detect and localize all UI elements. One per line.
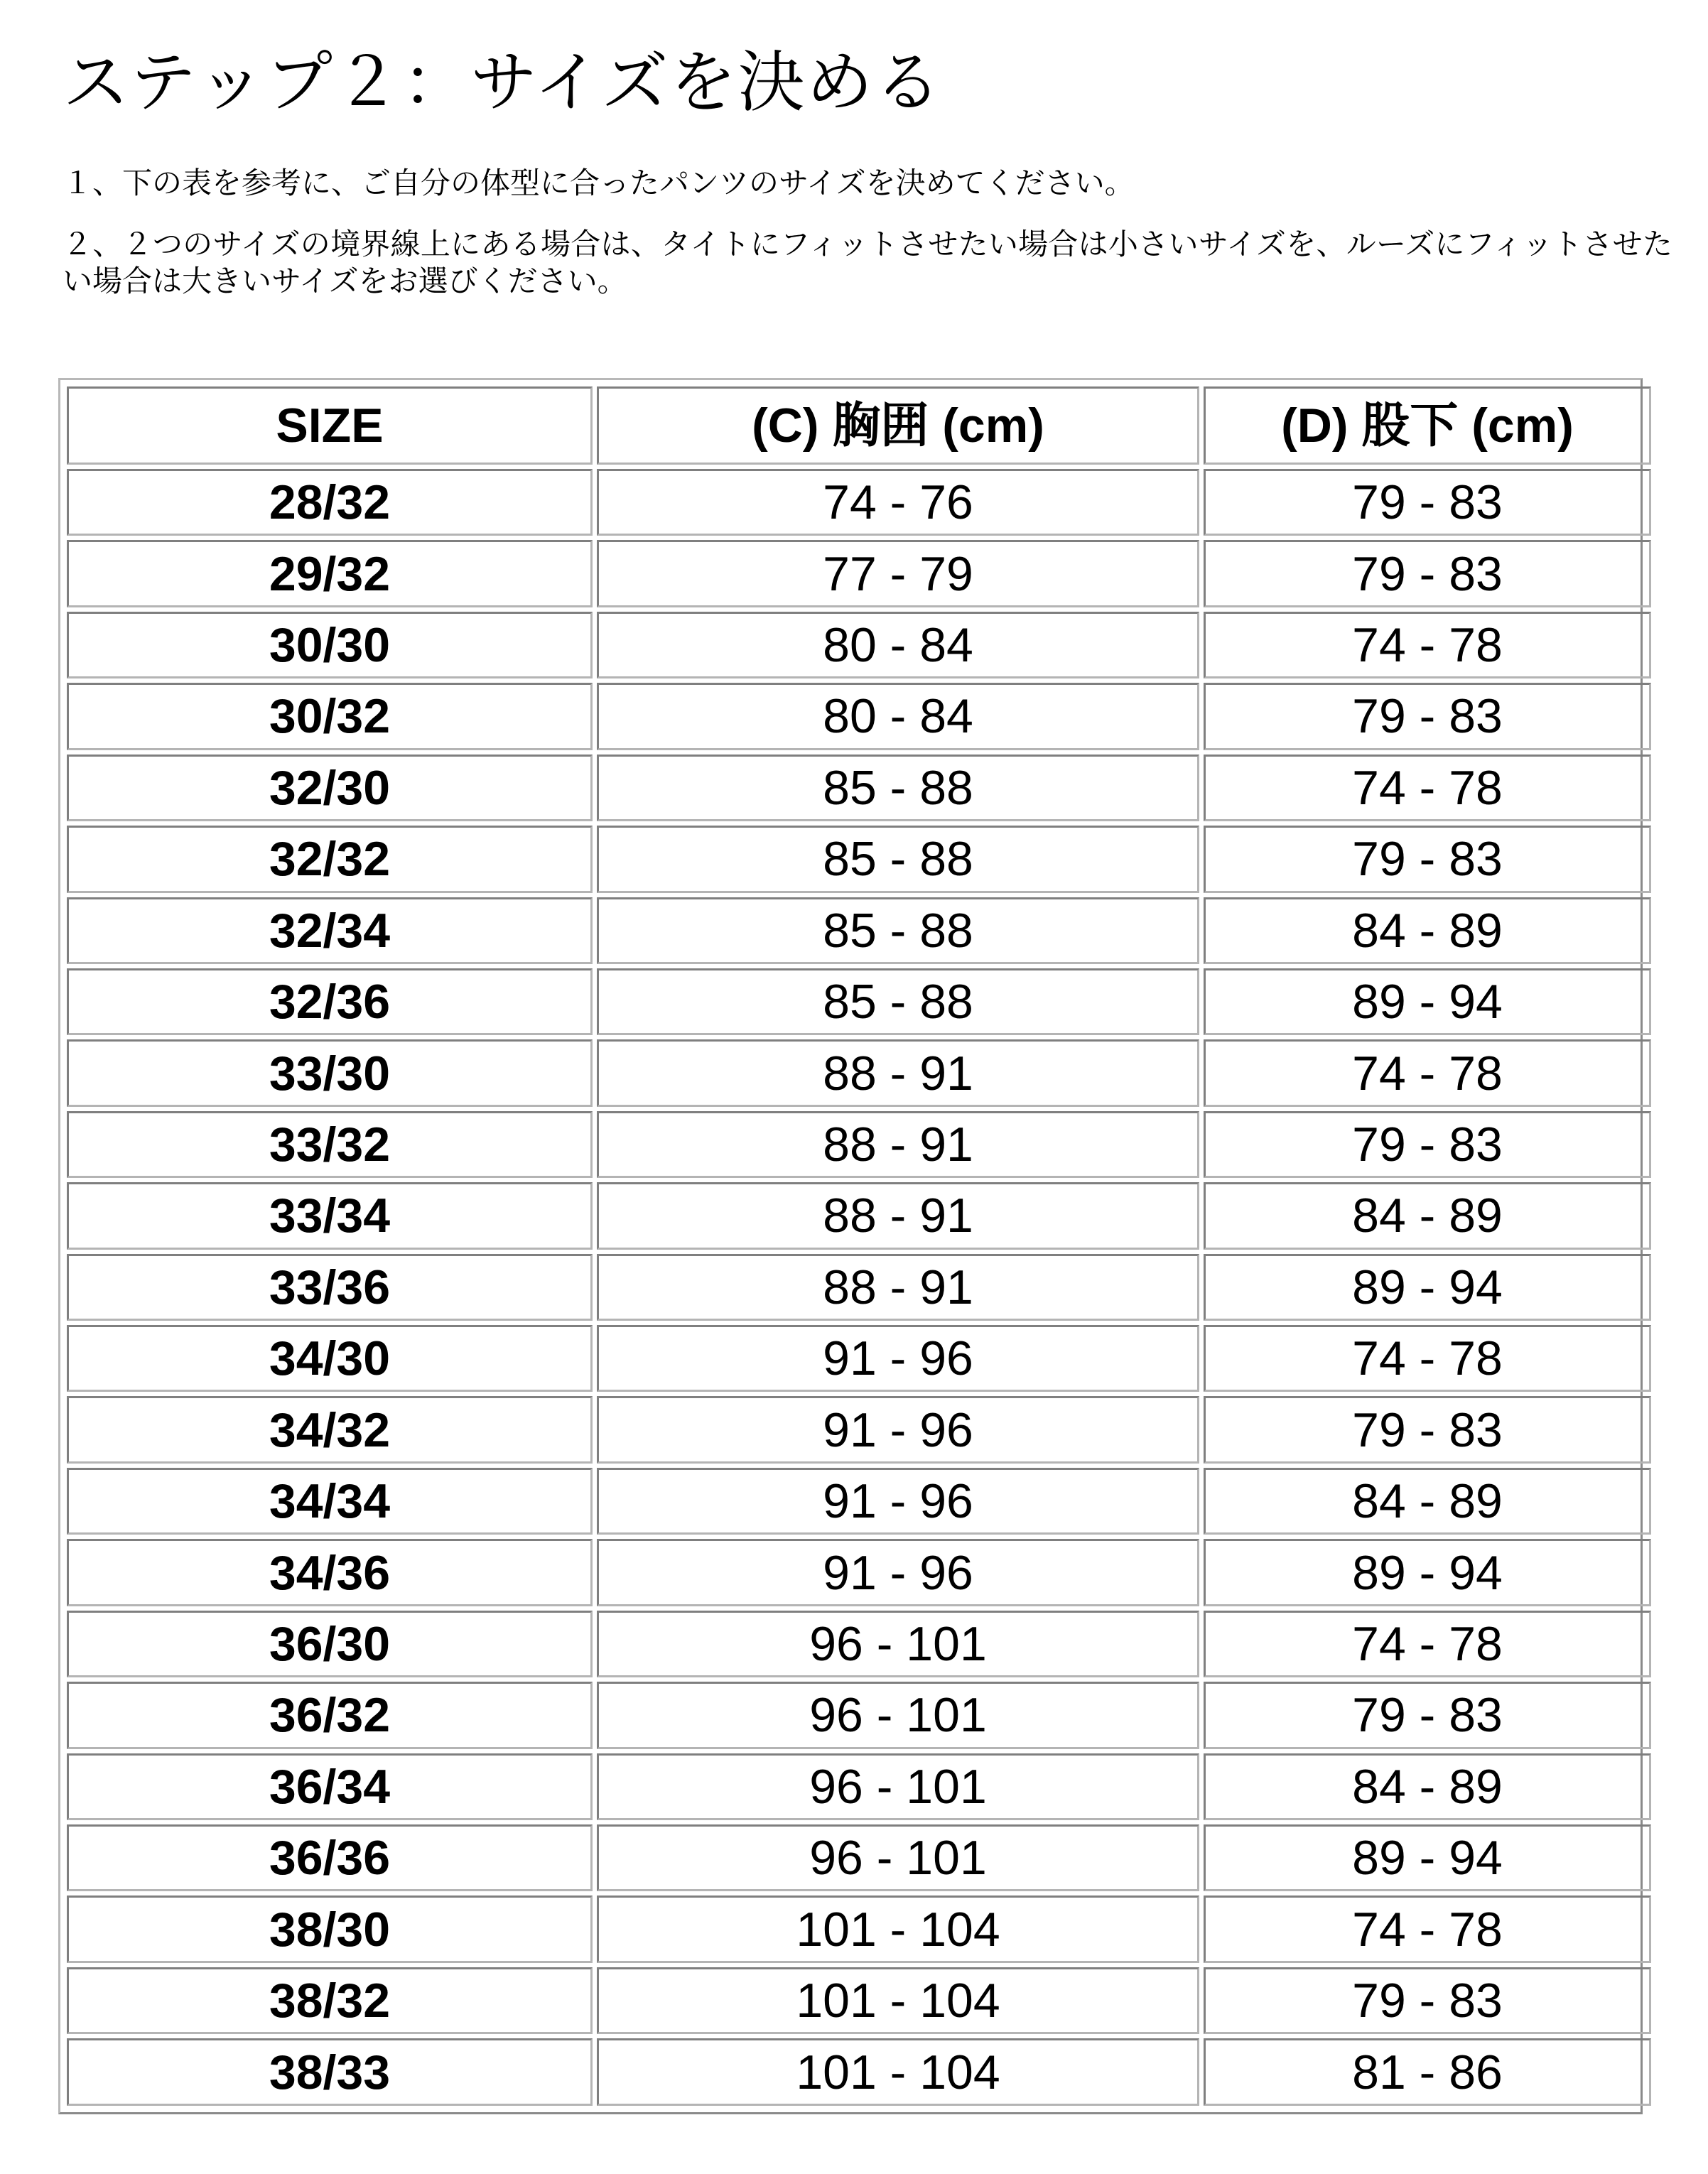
table-row: [67, 683, 1651, 750]
cell-inseam: 79 - 83: [1204, 1111, 1651, 1178]
table-row: [67, 1039, 1651, 1106]
cell-inseam: 79 - 83: [1204, 826, 1651, 892]
cell-chest: 80 - 84: [597, 612, 1199, 678]
cell-size: 30/32: [67, 683, 593, 750]
cell-chest: 96 - 101: [597, 1611, 1199, 1677]
cell-chest: 96 - 101: [597, 1824, 1199, 1891]
cell-inseam: 74 - 78: [1204, 1325, 1651, 1392]
table-row: [67, 1682, 1651, 1748]
table-row: [67, 612, 1651, 678]
cell-inseam: 74 - 78: [1204, 612, 1651, 678]
size-chart: [58, 378, 1643, 2114]
header-inseam: (D) 股下 (cm): [1204, 386, 1651, 465]
cell-size: 38/30: [67, 1896, 593, 1962]
cell-inseam: 84 - 89: [1204, 1753, 1651, 1820]
cell-size: 30/30: [67, 612, 593, 678]
cell-size: 36/36: [67, 1824, 593, 1891]
cell-chest: 101 - 104: [597, 2038, 1199, 2106]
cell-inseam: 79 - 83: [1204, 540, 1651, 607]
cell-size: 32/34: [67, 897, 593, 964]
table-row: [67, 1111, 1651, 1178]
cell-chest: 85 - 88: [597, 826, 1199, 892]
cell-size: 32/32: [67, 826, 593, 892]
cell-inseam: 74 - 78: [1204, 1611, 1651, 1677]
cell-chest: 88 - 91: [597, 1182, 1199, 1249]
cell-chest: 101 - 104: [597, 1896, 1199, 1962]
table-row: [67, 1539, 1651, 1606]
cell-chest: 96 - 101: [597, 1753, 1199, 1820]
cell-inseam: 74 - 78: [1204, 755, 1651, 821]
table-row: [67, 1753, 1651, 1820]
cell-inseam: 89 - 94: [1204, 968, 1651, 1035]
cell-size: 33/36: [67, 1254, 593, 1321]
cell-inseam: 84 - 89: [1204, 897, 1651, 964]
instruction-1: １、下の表を参考に、ご自分の体型に合ったパンツのサイズを決めてください。: [63, 166, 1135, 200]
page-title: ステップ２：サイズを決める: [63, 44, 943, 121]
instruction-2: ２、２つのサイズの境界線上にある場合は、タイトにフィットさせたい場合は小さいサイズを、ルーズにフィットさせたい場合は大きいサイズをお選びください。: [63, 227, 1672, 298]
table-row: [67, 1967, 1651, 2034]
table-row: [67, 968, 1651, 1035]
cell-inseam: 89 - 94: [1204, 1539, 1651, 1606]
cell-inseam: 79 - 83: [1204, 469, 1651, 536]
cell-size: 33/30: [67, 1039, 593, 1106]
cell-inseam: 79 - 83: [1204, 1396, 1651, 1463]
cell-size: 33/32: [67, 1111, 593, 1178]
table-row: [67, 826, 1651, 892]
table-row: [67, 897, 1651, 964]
cell-inseam: 74 - 78: [1204, 1896, 1651, 1962]
table-row: [67, 1611, 1651, 1677]
cell-inseam: 79 - 83: [1204, 683, 1651, 750]
cell-size: 38/33: [67, 2038, 593, 2106]
cell-chest: 88 - 91: [597, 1039, 1199, 1106]
cell-chest: 101 - 104: [597, 1967, 1199, 2034]
table-row: [67, 1396, 1651, 1463]
cell-chest: 91 - 96: [597, 1396, 1199, 1463]
cell-size: 36/34: [67, 1753, 593, 1820]
cell-chest: 74 - 76: [597, 469, 1199, 536]
cell-chest: 85 - 88: [597, 968, 1199, 1035]
cell-size: 38/32: [67, 1967, 593, 2034]
cell-inseam: 84 - 89: [1204, 1468, 1651, 1535]
cell-chest: 88 - 91: [597, 1111, 1199, 1178]
cell-size: 34/34: [67, 1468, 593, 1535]
cell-size: 34/30: [67, 1325, 593, 1392]
table-body: [67, 469, 1651, 2106]
table-row: [67, 540, 1651, 607]
cell-chest: 96 - 101: [597, 1682, 1199, 1748]
cell-size: 29/32: [67, 540, 593, 607]
table-row: [67, 1896, 1651, 1962]
cell-chest: 85 - 88: [597, 755, 1199, 821]
table-row: [67, 1182, 1651, 1249]
table-row: [67, 755, 1651, 821]
cell-inseam: 79 - 83: [1204, 1967, 1651, 2034]
cell-size: 34/32: [67, 1396, 593, 1463]
cell-inseam: 79 - 83: [1204, 1682, 1651, 1748]
cell-chest: 85 - 88: [597, 897, 1199, 964]
cell-size: 32/36: [67, 968, 593, 1035]
header-chest: (C) 胸囲 (cm): [597, 386, 1199, 465]
cell-size: 34/36: [67, 1539, 593, 1606]
cell-inseam: 74 - 78: [1204, 1039, 1651, 1106]
cell-size: 32/30: [67, 755, 593, 821]
cell-size: 36/32: [67, 1682, 593, 1748]
cell-chest: 88 - 91: [597, 1254, 1199, 1321]
size-table: [63, 382, 1655, 2110]
table-row: [67, 1254, 1651, 1321]
cell-chest: 91 - 96: [597, 1539, 1199, 1606]
table-header-row: [67, 386, 1651, 465]
cell-chest: 80 - 84: [597, 683, 1199, 750]
table-row: [67, 1325, 1651, 1392]
header-size: SIZE: [67, 386, 593, 465]
cell-inseam: 81 - 86: [1204, 2038, 1651, 2106]
table-row: [67, 1468, 1651, 1535]
cell-size: 36/30: [67, 1611, 593, 1677]
cell-inseam: 89 - 94: [1204, 1824, 1651, 1891]
table-row: [67, 469, 1651, 536]
cell-size: 28/32: [67, 469, 593, 536]
cell-chest: 91 - 96: [597, 1468, 1199, 1535]
table-row: [67, 1824, 1651, 1891]
cell-inseam: 84 - 89: [1204, 1182, 1651, 1249]
cell-chest: 77 - 79: [597, 540, 1199, 607]
cell-inseam: 89 - 94: [1204, 1254, 1651, 1321]
table-row: [67, 2038, 1651, 2106]
cell-size: 33/34: [67, 1182, 593, 1249]
cell-chest: 91 - 96: [597, 1325, 1199, 1392]
